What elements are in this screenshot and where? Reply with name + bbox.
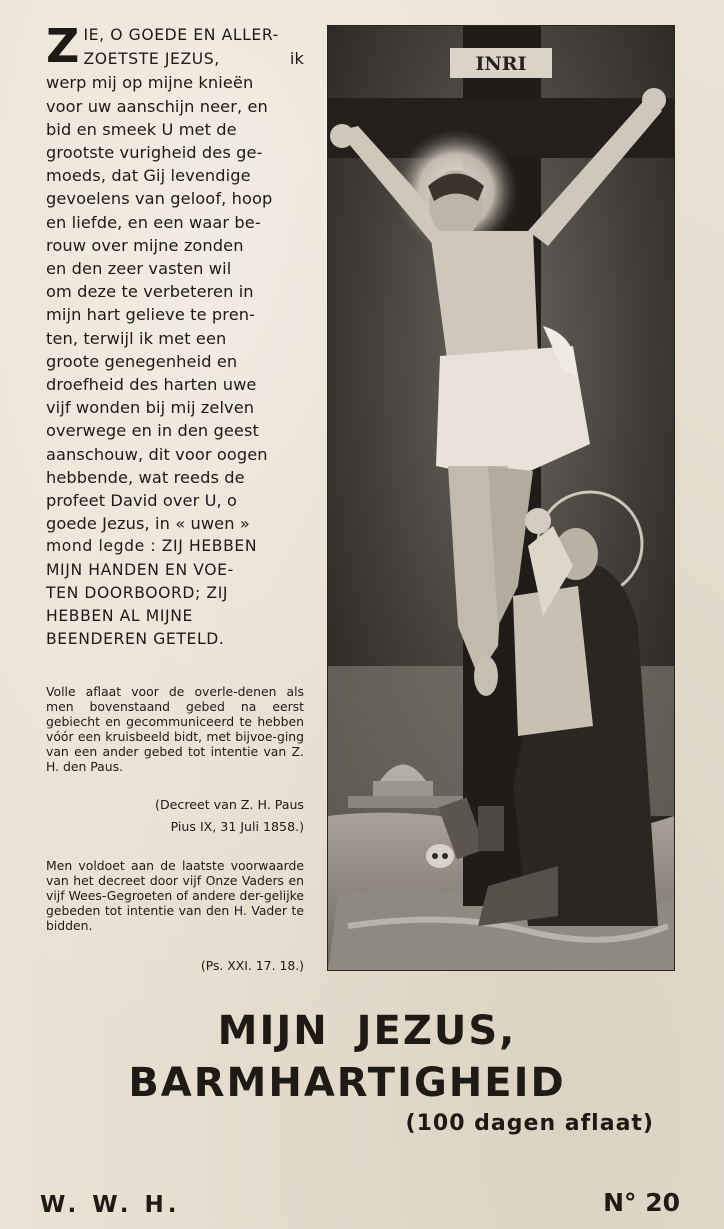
- prayer-caps: ZOETSTE JEZUS,: [83, 50, 220, 69]
- prayer-text: [46, 19, 304, 651]
- prayer-line: om deze te verbeteren in: [46, 282, 254, 302]
- prayer-line: voor uw aanschijn neer, en: [46, 96, 268, 116]
- psalm-reference: (Ps. XXI. 17. 18.): [200, 958, 304, 973]
- prayer-line: MIJN HANDEN EN VOE-: [46, 560, 234, 579]
- prayer-line: mond legde : ZIJ HEBBEN: [46, 537, 258, 556]
- title-line-1: MIJN JEZUS,: [217, 1008, 517, 1054]
- prayer-line: mijn hart gelieve te pren-: [46, 305, 256, 325]
- indulgence-subtitle: (100 dagen aflaat): [405, 1111, 654, 1136]
- skull: [426, 844, 454, 868]
- prayer-line: gevoelens van geloof, hoop: [46, 189, 273, 209]
- prayer-line: ten, terwijl ik met een: [46, 328, 227, 348]
- prayer-line: grootste vurigheid des ge-: [46, 143, 263, 163]
- prayer-line: en liefde, en een waar be-: [46, 212, 261, 232]
- prayer-line: HEBBEN AL MIJNE: [46, 607, 193, 626]
- crucifixion-image: [328, 26, 674, 970]
- prayer-line: aanschouw, dit voor oogen: [46, 444, 268, 464]
- prayer-line: goede Jezus, in « uwen »: [46, 514, 250, 534]
- prayer-line: IE, O GOEDE EN ALLER-: [83, 26, 279, 44]
- prayer-line: overwege en in den geest: [46, 421, 259, 441]
- prayer-line: BEENDEREN GETELD.: [46, 630, 225, 649]
- prayer-line: [46, 47, 304, 71]
- card-number: N° 20: [603, 1188, 680, 1217]
- inri-inscription: INRI: [475, 53, 527, 75]
- prayer-lines: [46, 71, 304, 651]
- drop-cap: Z: [46, 19, 80, 73]
- prayer-line: en den zeer vasten wil: [46, 259, 232, 279]
- prayer-line: groote genegenheid en: [46, 351, 238, 371]
- card-title: [0, 1005, 724, 1109]
- prayer-word: ik: [289, 49, 304, 69]
- prayer-line: moeds, dat Gij levendige: [46, 166, 251, 186]
- prayer-line: rouw over mijne zonden: [46, 235, 244, 255]
- prayer-line: vijf wonden bij mij zelven: [46, 398, 255, 418]
- title-line-2: BARMHARTIGHEID: [128, 1060, 566, 1106]
- prayer-line: TEN DOORBOORD; ZIJ: [46, 583, 229, 602]
- decree-line-2: Pius IX, 31 Juli 1858.): [170, 819, 304, 834]
- prayer-line: werp mij op mijne knieën: [46, 73, 254, 93]
- decree-line-1: (Decreet van Z. H. Paus: [155, 797, 304, 812]
- prayer-line: hebbende, wat reeds de: [46, 467, 245, 487]
- prayer-line: bid en smeek U met de: [46, 119, 237, 139]
- prayer-line: droefheid des harten uwe: [46, 375, 257, 395]
- indulgence-note: Volle aflaat voor de overle-denen als men bovenstaand gebed na eerst gebiecht en gecommuniceerd te hebben vóór een kruisbeeld bidt, met bijvoe-ging van een ander gebed tot intentie van Z. H. den Paus.: [46, 684, 304, 774]
- decree-reference: [46, 794, 304, 838]
- publisher-mark: W. W. H.: [40, 1192, 181, 1218]
- prayer-line: profeet David over U, o: [46, 491, 238, 511]
- condition-note: Men voldoet aan de laatste voorwaarde van het decreet door vijf Onze Vaders en vijf Wees-Gegroeten of andere der-gelijke gebeden tot intentie van den H. Vader te bidden.: [46, 858, 304, 933]
